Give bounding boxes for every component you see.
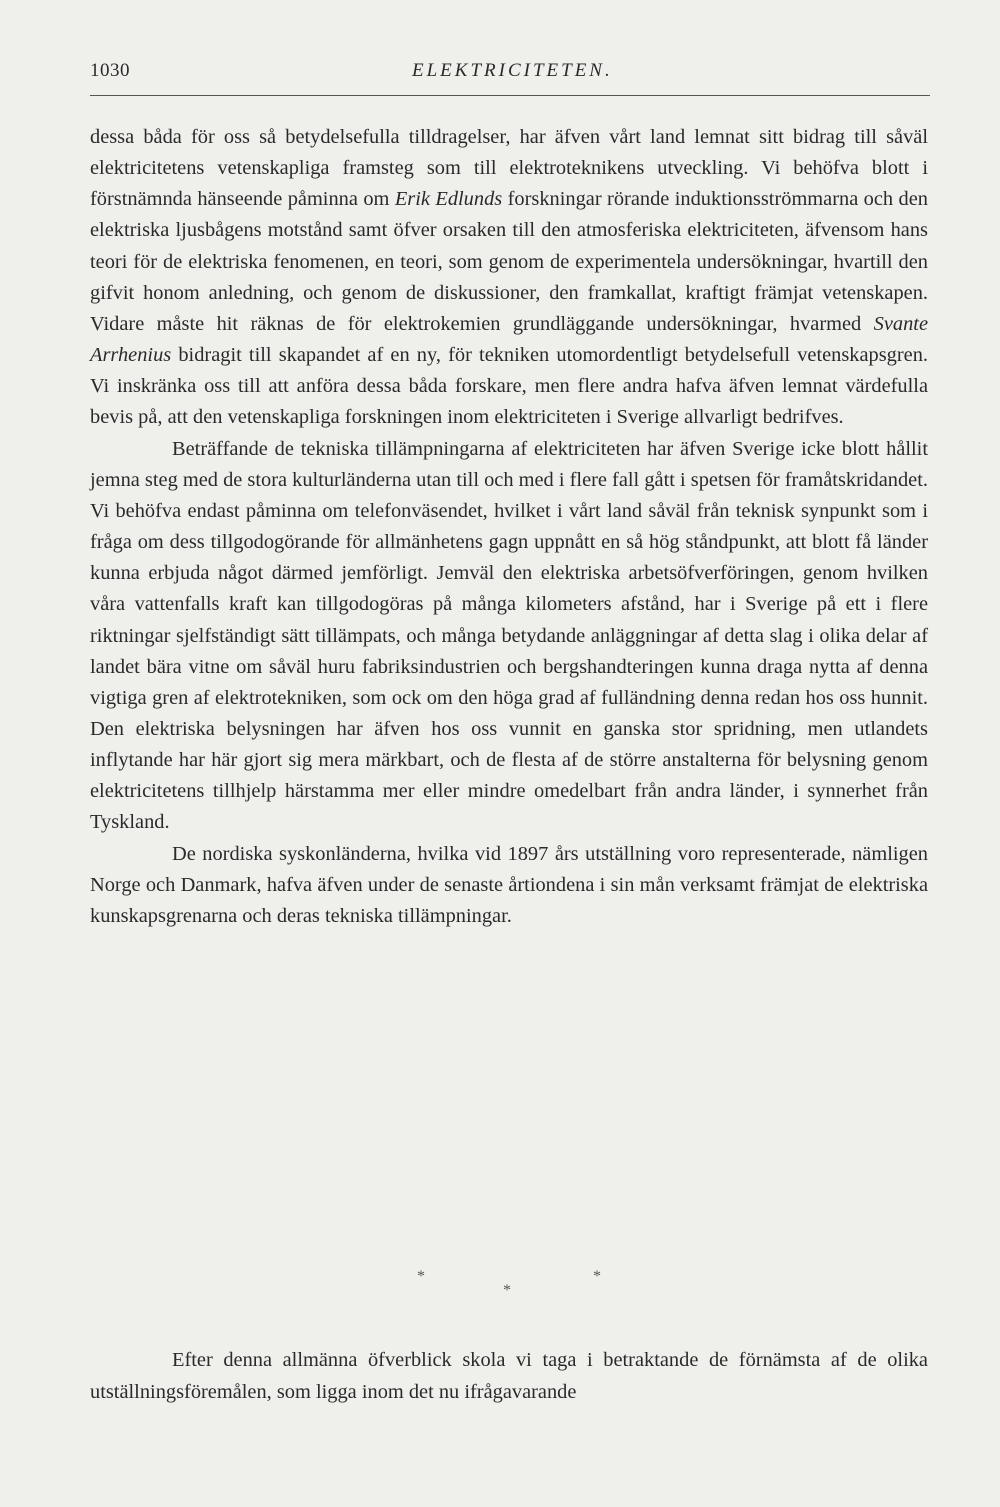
running-title: ELEKTRICITETEN.: [412, 60, 613, 81]
paragraph-2: Beträffande de tekniska tillämpningarna af elektriciteten har äfven Sverige icke blott hållit jemna steg med de stora kulturländerna utan till och med i flere fall gått i spetsen för framåtskridandet. Vi behöfva endast påminna om telefonväsendet, hvilket i vårt land såväl från teknisk synpunkt som i fråga om dess tillgodogörande för allmänhetens gagn uppnått en så hög ståndpunkt, att blott få länder kunna erbjuda något därmed jemförligt. Jemväl den elektriska arbetsöfverföringen, genom hvilken våra vattenfalls kraft kan tillgodogöras på många kilometers afstånd, har i Sverige på ett i flere riktningar sjelfständigt sätt tillämpats, och många betydande anläggningar af detta slag i olika delar af landet bära vitne om såväl huru fabriksindustrien och bergshandteringen kunna draga nytta af denna vigtiga gren af elektrotekniken, som ock om den höga grad af fulländning denna redan hos oss hunnit. Den elektriska belysningen har äfven hos oss vunnit en ganska stor spridning, men utlandets inflytande har här gjort sig mera märkbart, och de flesta af de större anstalterna för belysning genom elektricitetens tillhjelp härstamma mer eller mindre omedelbart från andra länder, i synnerhet från Tyskland.: [90, 437, 928, 834]
paragraph-1: [90, 122, 928, 434]
header-rule: [90, 95, 930, 96]
closing-text: [90, 1345, 928, 1408]
separator-star-right: *: [593, 1268, 601, 1285]
paragraph-1-part-c: bidragit till skapandet af en ny, för tekniken utomordentligt betydelsefull vetenskapsgren. Vi inskränka oss till att anföra dessa båda forskare, men flere andra hafva äfven lemnat värdefulla bevis på, att den vetenskapliga forskningen inom elektriciteten i Sverige allvarligt bedrifves.: [90, 344, 928, 429]
person-name-svante-arrhenius: Svante Arrhenius: [90, 312, 928, 367]
paragraph-1-part-a: dessa båda för oss så betydelsefulla tilldragelser, har äfven vårt land lemnat sitt bidrag till såväl elektricitetens vetenskapliga framsteg som till elektroteknikens utveckling. Vi behöfva blott i förstnämnda hänseende påminna om: [90, 126, 928, 211]
paragraph-1-part-b: forskningar rörande induktionsströmmarna och den elektriska ljusbågens motstånd samt öfver orsaken till den atmosferiska elektriciteten, äfvensom hans teori för de elektriska fenomenen, en teori, som genom de experimentela undersökningar, hvartill den gifvit honom anledning, och genom de diskussioner, den framkallat, kraftigt främjat vetenskapen. Vidare måste hit räknas de för elektrokemien grundläggande undersökningar, hvarmed: [90, 188, 928, 335]
person-name-erik-edlund: Erik Edlunds: [394, 188, 503, 211]
paragraph-3: De nordiska syskonländerna, hvilka vid 1897 års utställning voro representerade, nämligen Norge och Danmark, hafva äfven under de senaste årtiondena i sin mån verksamt främjat de elektriska kunskapsgrenarna och deras tekniska tillämpningar.: [90, 842, 928, 927]
page-number: 1030: [90, 60, 130, 81]
separator-star-bottom: *: [503, 1282, 511, 1299]
page-header: [90, 60, 930, 90]
main-text: [90, 122, 928, 932]
paragraph-4: Efter denna allmänna öfverblick skola vi taga i betraktande de förnämsta af de olika utställningsföremålen, som ligga inom det nu ifrågavarande: [90, 1349, 928, 1403]
separator-star-left: *: [417, 1268, 425, 1285]
